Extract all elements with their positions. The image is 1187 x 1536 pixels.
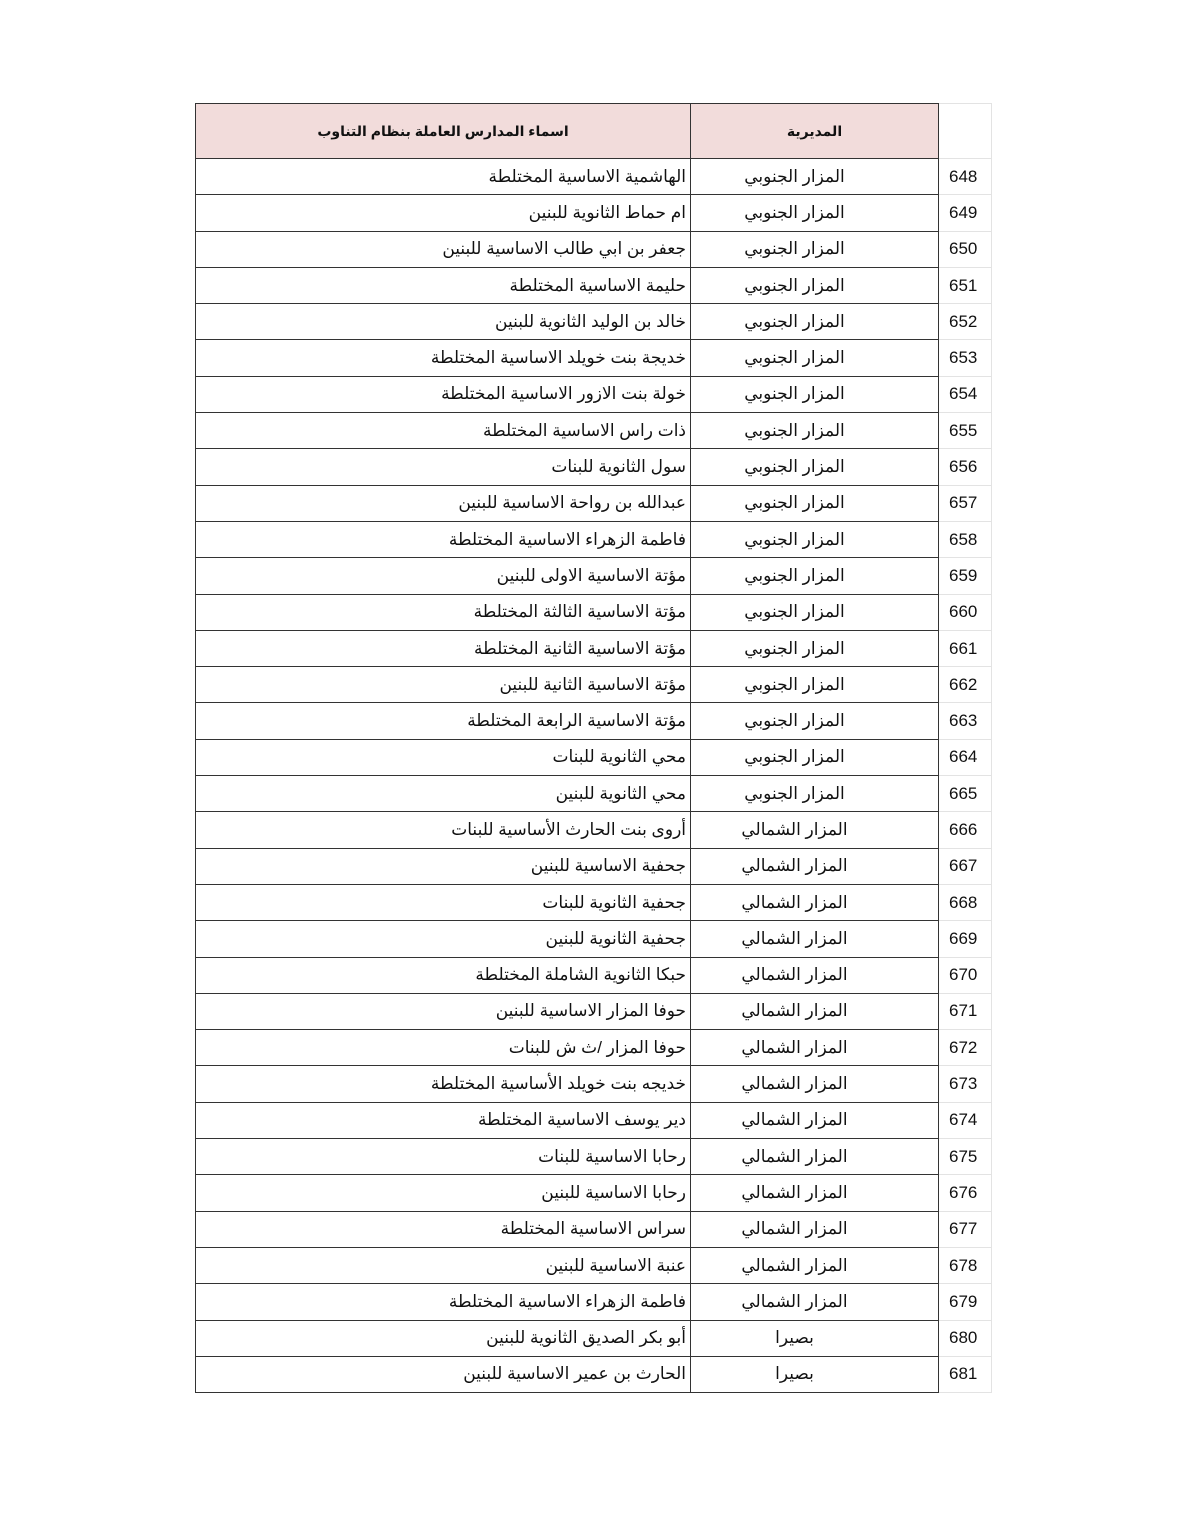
row-number-cell: 663: [939, 703, 992, 739]
school-name-cell: سول الثانوية للبنات: [196, 449, 691, 485]
row-number-cell: 659: [939, 558, 992, 594]
directorate-cell: المزار الجنوبي: [691, 413, 939, 449]
school-name-cell: جعفر بن ابي طالب الاساسية للبنين: [196, 231, 691, 267]
table-row: [196, 594, 992, 630]
row-number-cell: 648: [939, 159, 992, 195]
school-name-cell: حوفا المزار /ث ش للبنات: [196, 1030, 691, 1066]
school-name-cell: جحفية الاساسية للبنين: [196, 848, 691, 884]
row-number-cell: 681: [939, 1356, 992, 1392]
row-number-cell: 649: [939, 195, 992, 231]
table-row: [196, 304, 992, 340]
directorate-cell: المزار الجنوبي: [691, 558, 939, 594]
row-number-cell: 652: [939, 304, 992, 340]
row-number-cell: 651: [939, 267, 992, 303]
row-number-cell: 660: [939, 594, 992, 630]
directorate-cell: بصيرا: [691, 1356, 939, 1392]
directorate-cell: المزار الشمالي: [691, 812, 939, 848]
row-number-cell: 650: [939, 231, 992, 267]
table-row: [196, 776, 992, 812]
row-number-cell: 671: [939, 993, 992, 1029]
table-row: [196, 449, 992, 485]
row-number-cell: 676: [939, 1175, 992, 1211]
directorate-cell: المزار الجنوبي: [691, 594, 939, 630]
row-number-cell: 673: [939, 1066, 992, 1102]
schools-table: [195, 103, 992, 1393]
table-row: [196, 957, 992, 993]
row-number-cell: 679: [939, 1284, 992, 1320]
table-row: [196, 921, 992, 957]
table-row: [196, 1284, 992, 1320]
school-name-cell: حبكا الثانوية الشاملة المختلطة: [196, 957, 691, 993]
school-name-cell: ذات راس الاساسية المختلطة: [196, 413, 691, 449]
directorate-cell: المزار الجنوبي: [691, 376, 939, 412]
row-number-cell: 658: [939, 521, 992, 557]
school-name-cell: دير يوسف الاساسية المختلطة: [196, 1102, 691, 1138]
table-row: [196, 1066, 992, 1102]
school-name-cell: الهاشمية الاساسية المختلطة: [196, 159, 691, 195]
schools-table-page: [195, 103, 991, 1393]
school-name-cell: جحفية الثانوية للبنات: [196, 884, 691, 920]
school-name-cell: عنبة الاساسية للبنين: [196, 1247, 691, 1283]
directorate-cell: المزار الشمالي: [691, 884, 939, 920]
table-row: [196, 231, 992, 267]
directorate-cell: المزار الجنوبي: [691, 304, 939, 340]
school-name-cell: خديجة بنت خويلد الاساسية المختلطة: [196, 340, 691, 376]
school-name-cell: خديجه بنت خويلد الأساسية المختلطة: [196, 1066, 691, 1102]
table-row: [196, 159, 992, 195]
school-name-cell: خولة بنت الازور الاساسية المختلطة: [196, 376, 691, 412]
school-name-cell: مؤتة الاساسية الثانية للبنين: [196, 667, 691, 703]
row-number-cell: 656: [939, 449, 992, 485]
table-row: [196, 1356, 992, 1392]
school-name-cell: رحابا الاساسية للبنات: [196, 1139, 691, 1175]
table-row: [196, 884, 992, 920]
school-name-cell: مؤتة الاساسية الاولى للبنين: [196, 558, 691, 594]
table-row: [196, 1247, 992, 1283]
table-body: [196, 159, 992, 1393]
row-number-cell: 667: [939, 848, 992, 884]
school-name-cell: محي الثانوية للبنات: [196, 739, 691, 775]
row-number-cell: 680: [939, 1320, 992, 1356]
table-row: [196, 1102, 992, 1138]
row-number-cell: 654: [939, 376, 992, 412]
directorate-cell: المزار الجنوبي: [691, 159, 939, 195]
row-number-cell: 668: [939, 884, 992, 920]
school-name-cell: خالد بن الوليد الثانوية للبنين: [196, 304, 691, 340]
table-row: [196, 485, 992, 521]
directorate-cell: المزار الشمالي: [691, 1175, 939, 1211]
table-row: [196, 703, 992, 739]
row-number-cell: 674: [939, 1102, 992, 1138]
directorate-cell: المزار الجنوبي: [691, 667, 939, 703]
table-row: [196, 413, 992, 449]
school-name-cell: سراس الاساسية المختلطة: [196, 1211, 691, 1247]
directorate-cell: المزار الجنوبي: [691, 195, 939, 231]
row-number-cell: 661: [939, 630, 992, 666]
table-row: [196, 521, 992, 557]
directorate-cell: المزار الجنوبي: [691, 485, 939, 521]
directorate-cell: المزار الشمالي: [691, 957, 939, 993]
directorate-cell: المزار الشمالي: [691, 1139, 939, 1175]
directorate-cell: المزار الجنوبي: [691, 267, 939, 303]
table-row: [196, 340, 992, 376]
table-row: [196, 267, 992, 303]
table-row: [196, 195, 992, 231]
table-row: [196, 1320, 992, 1356]
school-name-cell: فاطمة الزهراء الاساسية المختلطة: [196, 521, 691, 557]
directorate-cell: المزار الجنوبي: [691, 340, 939, 376]
table-row: [196, 376, 992, 412]
header-directorate: المديرية: [691, 104, 939, 159]
table-row: [196, 812, 992, 848]
row-number-cell: 665: [939, 776, 992, 812]
row-number-cell: 677: [939, 1211, 992, 1247]
school-name-cell: حليمة الاساسية المختلطة: [196, 267, 691, 303]
table-row: [196, 739, 992, 775]
table-row: [196, 667, 992, 703]
directorate-cell: المزار الشمالي: [691, 1102, 939, 1138]
directorate-cell: المزار الجنوبي: [691, 521, 939, 557]
school-name-cell: محي الثانوية للبنين: [196, 776, 691, 812]
school-name-cell: الحارث بن عمير الاساسية للبنين: [196, 1356, 691, 1392]
header-number: [939, 104, 992, 159]
table-row: [196, 1211, 992, 1247]
row-number-cell: 669: [939, 921, 992, 957]
table-row: [196, 1139, 992, 1175]
row-number-cell: 666: [939, 812, 992, 848]
directorate-cell: المزار الجنوبي: [691, 630, 939, 666]
table-row: [196, 848, 992, 884]
school-name-cell: مؤتة الاساسية الثالثة المختلطة: [196, 594, 691, 630]
row-number-cell: 675: [939, 1139, 992, 1175]
directorate-cell: المزار الشمالي: [691, 1030, 939, 1066]
row-number-cell: 662: [939, 667, 992, 703]
table-row: [196, 1175, 992, 1211]
school-name-cell: جحفية الثانوية للبنين: [196, 921, 691, 957]
directorate-cell: المزار الجنوبي: [691, 703, 939, 739]
school-name-cell: فاطمة الزهراء الاساسية المختلطة: [196, 1284, 691, 1320]
row-number-cell: 672: [939, 1030, 992, 1066]
directorate-cell: بصيرا: [691, 1320, 939, 1356]
table-row: [196, 1030, 992, 1066]
school-name-cell: رحابا الاساسية للبنين: [196, 1175, 691, 1211]
directorate-cell: المزار الجنوبي: [691, 776, 939, 812]
directorate-cell: المزار الشمالي: [691, 921, 939, 957]
directorate-cell: المزار الشمالي: [691, 1247, 939, 1283]
row-number-cell: 653: [939, 340, 992, 376]
school-name-cell: حوفا المزار الاساسية للبنين: [196, 993, 691, 1029]
directorate-cell: المزار الجنوبي: [691, 739, 939, 775]
school-name-cell: أبو بكر الصديق الثانوية للبنين: [196, 1320, 691, 1356]
header-school-names: اسماء المدارس العاملة بنظام التناوب: [196, 104, 691, 159]
directorate-cell: المزار الشمالي: [691, 1211, 939, 1247]
row-number-cell: 655: [939, 413, 992, 449]
directorate-cell: المزار الشمالي: [691, 1066, 939, 1102]
school-name-cell: أروى بنت الحارث الأساسية للبنات: [196, 812, 691, 848]
school-name-cell: ام حماط الثانوية للبنين: [196, 195, 691, 231]
table-row: [196, 993, 992, 1029]
row-number-cell: 664: [939, 739, 992, 775]
directorate-cell: المزار الشمالي: [691, 993, 939, 1029]
table-header-row: [196, 104, 992, 159]
row-number-cell: 678: [939, 1247, 992, 1283]
school-name-cell: مؤتة الاساسية الثانية المختلطة: [196, 630, 691, 666]
school-name-cell: عبدالله بن رواحة الاساسية للبنين: [196, 485, 691, 521]
directorate-cell: المزار الجنوبي: [691, 449, 939, 485]
directorate-cell: المزار الشمالي: [691, 848, 939, 884]
row-number-cell: 670: [939, 957, 992, 993]
row-number-cell: 657: [939, 485, 992, 521]
table-row: [196, 630, 992, 666]
table-row: [196, 558, 992, 594]
school-name-cell: مؤتة الاساسية الرابعة المختلطة: [196, 703, 691, 739]
directorate-cell: المزار الجنوبي: [691, 231, 939, 267]
directorate-cell: المزار الشمالي: [691, 1284, 939, 1320]
